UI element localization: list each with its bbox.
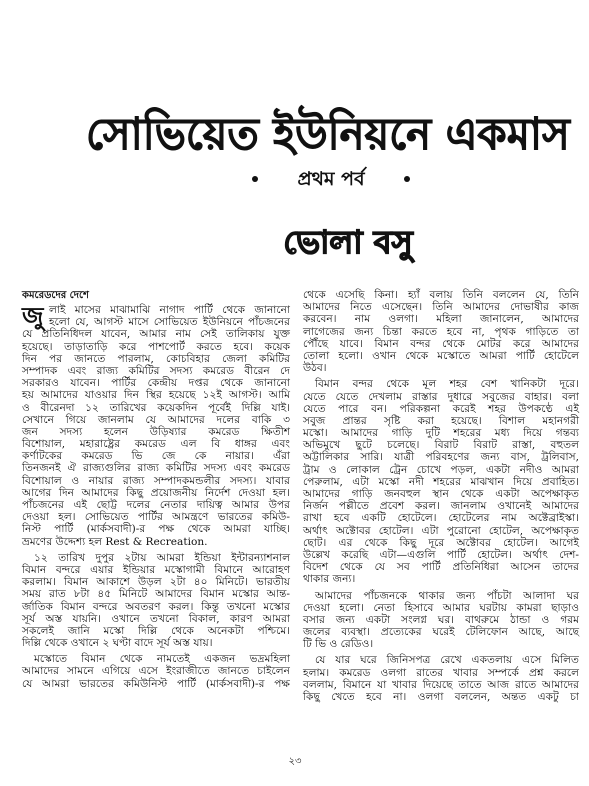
text-line: অট্টালিকার সারি। যাত্রী পরিবহণের জন্য বাস, ট্রলিবাস, xyxy=(303,451,579,464)
text-line: পৌঁছে যাবে। বিমান বন্দর থেকে মোটর করে আমাদের xyxy=(303,337,579,350)
text-line: বিশোয়াল, মহারাষ্ট্রের কমরেড এল বি ধাঙ্গর এবং xyxy=(22,438,290,451)
text-line: বসার জন্য একটা সংলগ্ন ঘর। বাথরুমে ঠান্ডা ও গরম xyxy=(303,613,579,626)
text-line: আগের দিন আমাদের কিছু প্রয়োজনীয় নির্দেশ দেওয়া হল। xyxy=(22,486,290,499)
paragraph xyxy=(22,552,290,650)
page-number: ২৩ xyxy=(288,756,302,767)
author-byline: ভোলা বসু xyxy=(283,223,413,261)
text-line: যেতে পারে বন। পরিকল্পনা করেই শহর উপকণ্ঠে এই xyxy=(303,402,579,415)
paragraph xyxy=(303,590,579,651)
text-line: হলাম। কমরেড ওলগা রাতের খাবার সম্পর্কে প্রশ্ন করলে xyxy=(303,666,579,679)
text-line: তিনজনই ঐ রাজ্যগুলির রাজ্য কমিটির সদস্য এবং কমরেড xyxy=(22,462,290,475)
text-line: সম্পাদক এবং রাজ্য কমিটির সদস্য কমরেড বীরেন দে xyxy=(22,364,290,377)
text-line: ভ্রমণের উদ্দেশ্য হল Rest & Recreation. xyxy=(22,535,208,548)
text-line: উল্লেখ করেছি এটা—এগুলি পার্টি হোটেল। অর্থাৎ দেশ- xyxy=(303,548,579,561)
paragraph xyxy=(22,653,290,690)
text-line: সময় রাত ৮টা ৪৫ মিনিটে আমাদের বিমান মস্কোর আন্ত- xyxy=(22,588,290,601)
text-line: ১২ তারিখ দুপুর ২টায় আমরা ইন্ডিয়া ইন্টারন্যাশনাল xyxy=(34,551,290,564)
text-line: মস্কোতে বিমান থেকে নামতেই একজন ভদ্রমহিলা xyxy=(34,653,290,666)
text-line: পাঁচজনের এই ছোট্ট দলের নেতার দায়িত্ব আমার উপর xyxy=(22,499,290,511)
paragraph xyxy=(303,378,579,585)
text-line: ট্রাম ও লোকাল ট্রেন চোখে পড়ল, একটা নদীও আমরা xyxy=(303,463,579,476)
text-line: মস্কো। আমাদের গাড়ি দুটি শহরের মধ্য দিয়ে গন্তব্য xyxy=(303,427,579,440)
text-line: দিল্লি থেকে ওখানে ২ ঘণ্টা বাদে সূর্য অস্ত যায়। xyxy=(22,637,213,650)
text-line: জন সদস্য হলেন উড়িষ্যার কমরেড ক্ষিতীশ xyxy=(22,425,290,438)
article-part-label xyxy=(252,166,410,192)
text-line: জলের ব্যবস্থা। প্রত্যেকের ঘরেই টেলিফোন আছে, আছে xyxy=(303,626,579,639)
text-line: হয় আমাদের যাওয়ার দিন স্থির হয়েছে ১২ই আগস্ট। আমি xyxy=(22,389,290,402)
text-line: সকলেই জানি মস্কো দিল্লি থেকে অনেকটা পশ্চিমে। xyxy=(22,624,290,637)
text-line: ও বীরেনদা ১২ তারিখের কয়েকদিন পূর্বেই দিল্লি যাই। xyxy=(22,401,290,414)
text-line: দেওয়া হল। সোভিয়েত পার্টির আমন্ত্রণে ভারতের কমিউ- xyxy=(22,511,290,524)
text-line: বিমান বন্দর থেকে মূল শহর বেশ খানিকটা দূরে। xyxy=(315,378,579,391)
article-title: সোভিয়েত ইউনিয়নে একমাস xyxy=(86,109,570,160)
text-line: নিস্ট পার্টি (মার্কসবাদী)-র পক্ষ থেকে আমরা যাচ্ছি। xyxy=(22,523,290,536)
text-line: আমাদের নিতে এসেছেন। তিনি আমাদের দোভাষীর কাজ xyxy=(303,301,579,314)
paragraph xyxy=(303,289,579,374)
text-line: আমাদের সামনে এগিয়ে এসে ইংরাজীতে জানতে চাইলেন xyxy=(22,665,290,678)
text-line: যে আমরা ভারতের কমিউনিস্ট পার্টি (মার্কসবাদী)-র পক্ষ xyxy=(22,677,290,690)
drop-cap: জু xyxy=(22,302,44,330)
section-heading: কমরেডদের দেশে xyxy=(22,290,89,301)
text-line: করবেন। নাম ওলগা। মহিলা জানালেন, আমাদের xyxy=(303,313,579,326)
text-line: হলো যে, আগস্ট মাসে সোভিয়েত ইউনিয়নে পাঁচজনের xyxy=(49,316,290,329)
text-line: দিন পর জানতে পারলাম, কোচবিহার জেলা কমিটির xyxy=(22,352,290,365)
text-line: বিশোয়াল ও নায়ার রাজ্য সম্পাদকমন্ডলীর সদস্য। যাবার xyxy=(22,474,290,487)
text-line: লাই মাসের মাঝামাঝি নাগাদ পার্টি থেকে জানানো xyxy=(49,304,290,316)
text-line: সেখানে গিয়ে জানলাম যে আমাদের দলের বাকি ৩ xyxy=(22,413,290,426)
text-line: বিদেশ থেকে যে সব পার্টি প্রতিনিধিরা আসেন তাদের xyxy=(303,561,579,574)
bullet-ornament xyxy=(404,176,410,182)
text-line: যেতে যেতে দেখলাম রাস্তার দুধারে সবুজের বাহার। বলা xyxy=(303,390,579,403)
text-line: লাগেজের জন্য চিন্তা করতে হবে না, পৃথক গাড়িতে তা xyxy=(303,325,579,338)
right-column xyxy=(303,289,579,709)
text-line: যে যার ঘরে জিনিসপত্র রেখে একতলায় এসে মিলিত xyxy=(315,654,579,667)
left-column xyxy=(22,304,290,704)
text-line: করলাম। বিমান আকাশে উড়ল ২টা ৪০ মিনিটে। ভারতীয় xyxy=(22,576,290,589)
text-line: অর্থাৎ অক্টোবর হোটেল। এটা পুরোনো হোটেল, অপেক্ষাকৃত xyxy=(303,524,579,537)
text-line: থাকার জন্য। xyxy=(303,573,356,586)
text-line: কর্ণাটকের কমরেড ভি জে কে নায়ার। এঁরা xyxy=(22,450,290,463)
text-line: টি ভি ও রেডিও। xyxy=(303,638,374,651)
text-line: পেরুলাম, এটা মস্কো নদী শহরের মাঝখান দিয়ে প্রবাহিত। xyxy=(303,475,579,488)
text-line: র্জাতিক বিমান বন্দরে অবতরণ করল। কিন্তু তখনো মস্কোর xyxy=(22,600,290,613)
text-line: আমাদের গাড়ি জনবহুল স্থান থেকে একটা অপেক্ষাকৃত xyxy=(303,488,579,500)
text-line: নির্জন পল্লীতে প্রবেশ করল। জানলাম ওখানেই আমাদের xyxy=(303,500,579,513)
paragraph xyxy=(303,654,579,703)
paragraph xyxy=(22,304,290,548)
text-line: উঠব। xyxy=(303,362,327,375)
text-line: সূর্য অস্ত যায়নি। ওখানে তখনো বিকাল, কারণ আমরা xyxy=(22,612,290,625)
text-line: সবুজ প্রান্তর সৃষ্টি করা হয়েছে। বিশাল মহানগরী xyxy=(303,414,579,427)
text-line: দেওয়া হলো। নেতা হিসাবে আমার ঘরটায় কামরা ছাড়াও xyxy=(303,601,579,614)
text-line: রাখা হবে একটি হোটেলে। হোটেলের নাম অক্টেব্রাইস্কা। xyxy=(303,512,579,525)
text-line: তোলা হলো। ওখান থেকে মস্কোতে আমরা পার্টি হোটেলে xyxy=(303,349,579,362)
text-line: সরকারও যাবেন। পার্টির কেন্দ্রীয় দপ্তর থেকে জানানো xyxy=(22,377,290,390)
text-line: আমাদের পাঁচজনকে থাকার জন্য পাঁচটা আলাদা ঘর xyxy=(315,589,579,602)
text-line: যে প্রতিনিধিদল যাবেন, আমার নাম সেই তালিকায় যুক্ত xyxy=(22,328,290,341)
text-line: কিছু খেতে হবে না। ওলগা বললেন, অন্তত একটু চা xyxy=(303,691,579,703)
text-line: অভিমুখে ছুটে চলেছে। বিরাট বিরাট রাস্তা, বহুতল xyxy=(303,439,579,452)
text-line: বললাম, বিমানে যা খাবার দিয়েছে তাতে আজ রাতে আমাদের xyxy=(303,678,579,691)
part-text: প্রথম পর্ব xyxy=(297,168,365,190)
text-line: হয়েছে। তাড়াতাড়ি করে পাশপোর্ট করতে হবে। কয়েক xyxy=(22,340,290,353)
bullet-ornament xyxy=(252,176,258,182)
text-line: ছোট। এর থেকে কিছু দূরে অক্টোবর হোটেল। আগেই xyxy=(303,536,579,549)
text-line: বিমান বন্দরে এয়ার ইন্ডিয়ার মস্কোগামী বিমানে আরোহণ xyxy=(22,563,290,576)
text-line: থেকে এসেছি কিনা। হ্যাঁ বলায় তিনি বললেন যে, তিনি xyxy=(303,289,579,301)
